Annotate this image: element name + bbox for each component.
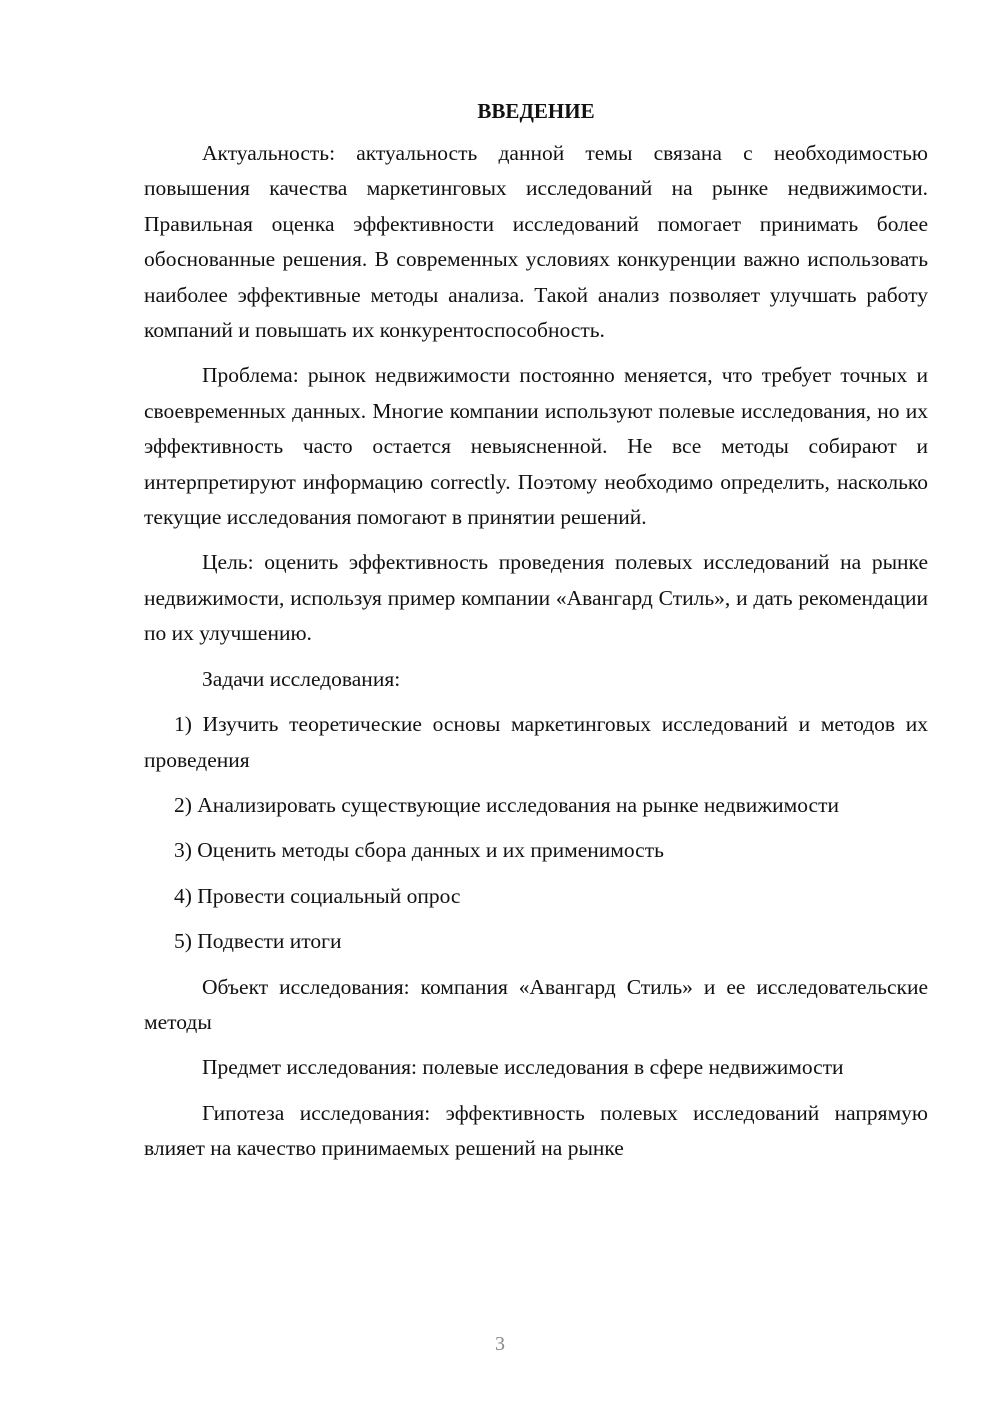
task-item-5: 5) Подвести итоги [174, 929, 342, 954]
goal-paragraph: Цель: оценить эффективность проведения полевых исследований на рынке недвижимости, используя пример компании «Авангард Стиль», и дать рекомендации по их улучшению. [144, 550, 928, 646]
document-body [144, 96, 928, 1177]
problem-paragraph: Проблема: рынок недвижимости постоянно меняется, что требует точных и своевременных данных. Многие компании используют полевые исследования, но их эффективность часто остается невыясненной. Не все методы собирают и интерпретируют информацию correctly. Поэтому необходимо определить, насколько текущие исследования помогают в принятии решений. [144, 363, 928, 530]
object-paragraph: Объект исследования: компания «Авангард Стиль» и ее исследовательские методы [144, 974, 928, 1034]
hypothesis-paragraph: Гипотеза исследования: эффективность полевых исследований напрямую влияет на качество принимаемых решений на рынке [144, 1100, 928, 1161]
section-title: ВВЕДЕНИЕ [477, 99, 595, 123]
task-item-1: 1) Изучить теоретические основы маркетинговых исследований и методов их проведения [144, 712, 928, 772]
task-item-3: 3) Оценить методы сбора данных и их применимость [174, 838, 664, 863]
tasks-heading: Задачи исследования: [202, 666, 401, 691]
subject-paragraph: Предмет исследования: полевые исследования в сфере недвижимости [202, 1055, 844, 1080]
task-item-4: 4) Провести социальный опрос [174, 883, 461, 908]
task-item-2: 2) Анализировать существующие исследования на рынке недвижимости [174, 792, 839, 817]
page-number: 3 [495, 1333, 505, 1355]
relevance-paragraph: Актуальность: актуальность данной темы связана с необходимостью повышения качества маркетинговых исследований на рынке недвижимости. Правильная оценка эффективности исследований помогает принимать более обоснованные решения. В современных условиях конкуренции важно использовать наиболее эффективные методы анализа. Такой анализ позволяет улучшать работу компаний и повышать их конкурентоспособность. [144, 141, 928, 343]
